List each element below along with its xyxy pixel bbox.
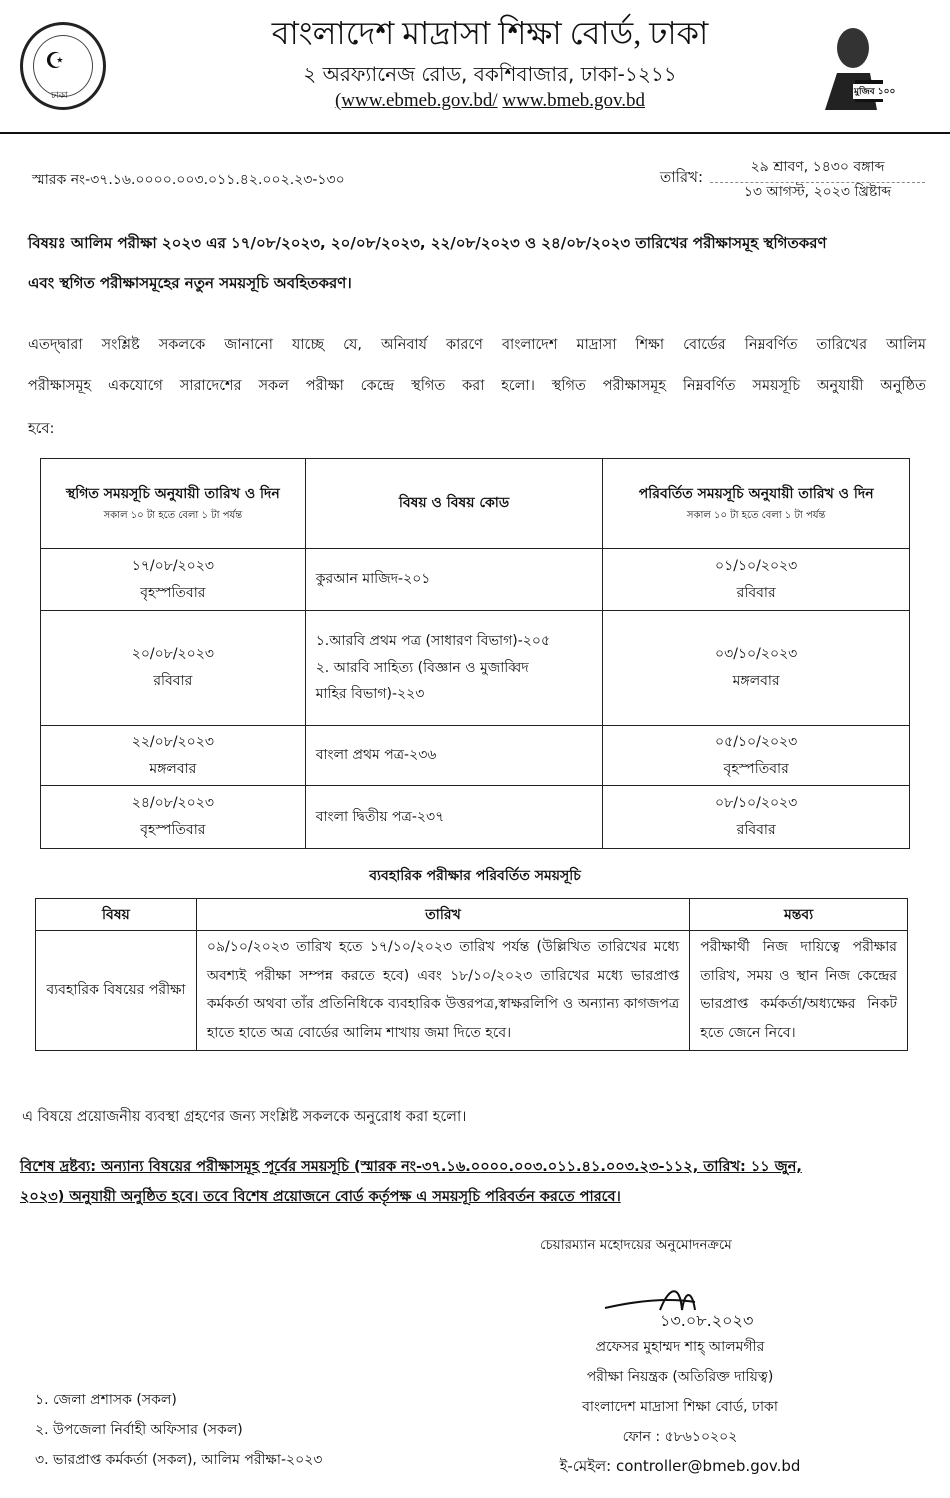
board-address: ২ অরফ্যানেজ রোড, বকশিবাজার, ঢাকা-১২১১ (303, 62, 677, 86)
body-line-1: এতদ্দ্বারা সংশ্লিষ্ট সকলকে জানানো যাচ্ছে যে, অনিবার্য কারণে বাংলাদেশ মাদ্রাসা শিক্ষা বোর্ডের নিম্নবর্ণিত তারিখের আলিম (28, 337, 926, 353)
signatory-name: প্রফেসর মুহাম্মদ শাহ্‌ আলমগীর (595, 1339, 765, 1355)
header-date: তারিখ (196, 899, 689, 931)
practical-table (35, 898, 908, 1051)
subject-line-2: এবং স্থগিত পরীক্ষাসমূহের নতুন সময়সূচি অবহিতকরণ। (28, 274, 352, 292)
board-logo: ☪ ঢাকা (20, 22, 106, 110)
closing-request: এ বিষয়ে প্রয়োজনীয় ব্যবস্থা গ্রহণের জন্য সংশ্লিষ্ট সকলকে অনুরোধ করা হলো। (22, 1109, 467, 1125)
mujib-100-logo-text: মুজিব ১০০ (853, 84, 896, 99)
board-title: বাংলাদেশ মাদ্রাসা শিক্ষা বোর্ড, ঢাকা (271, 15, 709, 51)
header-remark: মন্তব্য (690, 899, 908, 931)
table-row: ২০/০৮/২০২৩ রবিবার ১.আরবি প্রথম পত্র (সাধারণ বিভাগ)-২০৫ ২. আরবি সাহিত্য (বিজ্ঞান ও মুজাব্বিদ মাহির বিভাগ)-২২৩ ০৩/১০/২০২৩ মঙ্গলবার (41, 611, 910, 726)
table-row (36, 931, 908, 1051)
distribution-item: ৩. ভারপ্রাপ্ত কর্মকর্তা (সকল), আলিম পরীক্ষা-২০২৩ (35, 1452, 323, 1468)
website-link-2[interactable]: www.bmeb.gov.bd (502, 90, 646, 111)
table-header-row (36, 899, 908, 931)
date-bangla: ২৯ শ্রাবণ, ১৪৩০ বঙ্গাব্দ (710, 155, 925, 183)
board-websites (150, 90, 830, 112)
date-gregorian: ১৩ আগস্ট, ২০২৩ খ্রিষ্টাব্দ (743, 184, 892, 200)
quran-stand-icon: ☪ (45, 49, 65, 74)
practical-subject: ব্যবহারিক বিষয়ের পরীক্ষা (36, 931, 197, 1051)
website-link-1[interactable]: (www.ebmeb.gov.bd/ (334, 90, 498, 111)
practical-remark: পরীক্ষার্থী নিজ দায়িত্বে পরীক্ষার তারিখ, সময় ও স্থান নিজ কেন্দ্রের ভারপ্রাপ্ত কর্মকর্তা/অধ্যক্ষের নিকট হতে জেনে নিবে। (690, 931, 908, 1051)
signature-image (600, 1280, 800, 1330)
header-divider (0, 132, 950, 134)
table-row: ২২/০৮/২০২৩ মঙ্গলবার বাংলা প্রথম পত্র-২৩৬ ০৫/১০/২০২৩ বৃহস্পতিবার (41, 726, 910, 786)
header-subject: বিষয় ও বিষয় কোড (305, 459, 603, 549)
signatory-designation: পরীক্ষা নিয়ন্ত্রক (অতিরিক্ত দায়িত্ব) (586, 1369, 774, 1385)
practical-date: ০৯/১০/২০২৩ তারিখ হতে ১৭/১০/২০২৩ তারিখ পর্যন্ত (উল্লিখিত তারিখের মধ্যে অবশ্যই পরীক্ষা সম্পন্ন করতে হবে) এবং ১৮/১০/২০২৩ তারিখের মধ্যে ভারপ্রাপ্ত কর্মকর্তা অথবা তাঁর প্রতিনিধিকে ব্যবহারিক উত্তরপত্র,স্বাক্ষরলিপি ও অন্যান্য কাগজপত্র হাতে হাতে অত্র বোর্ডের আলিম শাখায় জমা দিতে হবে। (196, 931, 689, 1051)
signatory-email: ই-মেইল: controller@bmeb.gov.bd (559, 1457, 801, 1475)
distribution-item: ১. জেলা প্রশাসক (সকল) (35, 1392, 177, 1408)
schedule-table (40, 458, 910, 849)
body-line-2: পরীক্ষাসমূহ একযোগে সারাদেশের সকল পরীক্ষা কেন্দ্রে স্থগিত করা হলো। স্থগিত পরীক্ষাসমূহ নিম্নবর্ণিত সময়সূচি অনুযায়ী অনুষ্ঠিত (28, 378, 926, 394)
memo-number: স্মারক নং-৩৭.১৬.০০০০.০০৩.০১১.৪২.০০২.২৩-১৩০ (32, 172, 345, 188)
header-new-date: পরিবর্তিত সময়সূচি অনুযায়ী তারিখ ও দিন সকাল ১০ টা হতে বেলা ১ টা পর্যন্ত (603, 459, 910, 549)
table-row: ১৭/০৮/২০২৩ বৃহস্পতিবার কুরআন মাজিদ-২০১ ০১/১০/২০২৩ রবিবার (41, 549, 910, 611)
approval-note: চেয়ারম্যান মহোদয়ের অনুমোদনক্রমে (540, 1237, 732, 1253)
table-row: ২৪/০৮/২০২৩ বৃহস্পতিবার বাংলা দ্বিতীয় পত্র-২৩৭ ০৮/১০/২০২৩ রবিবার (41, 786, 910, 849)
header-subject: বিষয় (36, 899, 197, 931)
special-note-line-1: বিশেষ দ্রষ্টব্য: অন্যান্য বিষয়ের পরীক্ষাসমূহ পূর্বের সময়সূচি (স্মারক নং-৩৭.১৬.০০০০.০০৩.০১১.৪১.০০৩.২৩-১১২, তারিখ: ১১ জুন, (20, 1159, 802, 1175)
date-label: তারিখ: (660, 168, 704, 186)
header-old-date: স্থগিত সময়সূচি অনুযায়ী তারিখ ও দিন সকাল ১০ টা হতে বেলা ১ টা পর্যন্ত (41, 459, 306, 549)
svg-text:১৩.০৮.২০২৩: ১৩.০৮.২০২৩ (660, 1311, 754, 1330)
practical-section-title: ব্যবহারিক পরীক্ষার পরিবর্তিত সময়সূচি (369, 868, 581, 884)
subject-line-1: বিষয়ঃ আলিম পরীক্ষা ২০২৩ এর ১৭/০৮/২০২৩, ২০/০৮/২০২৩, ২২/০৮/২০২৩ ও ২৪/০৮/২০২৩ তারিখের পরীক্ষাসমূহ স্থগিতকরণ (28, 234, 827, 252)
special-note-line-2: ২০২৩) অনুযায়ী অনুষ্ঠিত হবে। তবে বিশেষ প্রয়োজনে বোর্ড কর্তৃপক্ষ এ সময়সূচি পরিবর্তন করতে পারবে। (20, 1189, 621, 1205)
body-line-3: হবে: (28, 421, 55, 437)
signatory-org: বাংলাদেশ মাদ্রাসা শিক্ষা বোর্ড, ঢাকা (582, 1399, 778, 1415)
distribution-item: ২. উপজেলা নির্বাহী অফিসার (সকল) (35, 1422, 243, 1438)
table-header-row (41, 459, 910, 549)
signatory-phone: ফোন : ৫৮৬১০২০২ (622, 1429, 738, 1445)
